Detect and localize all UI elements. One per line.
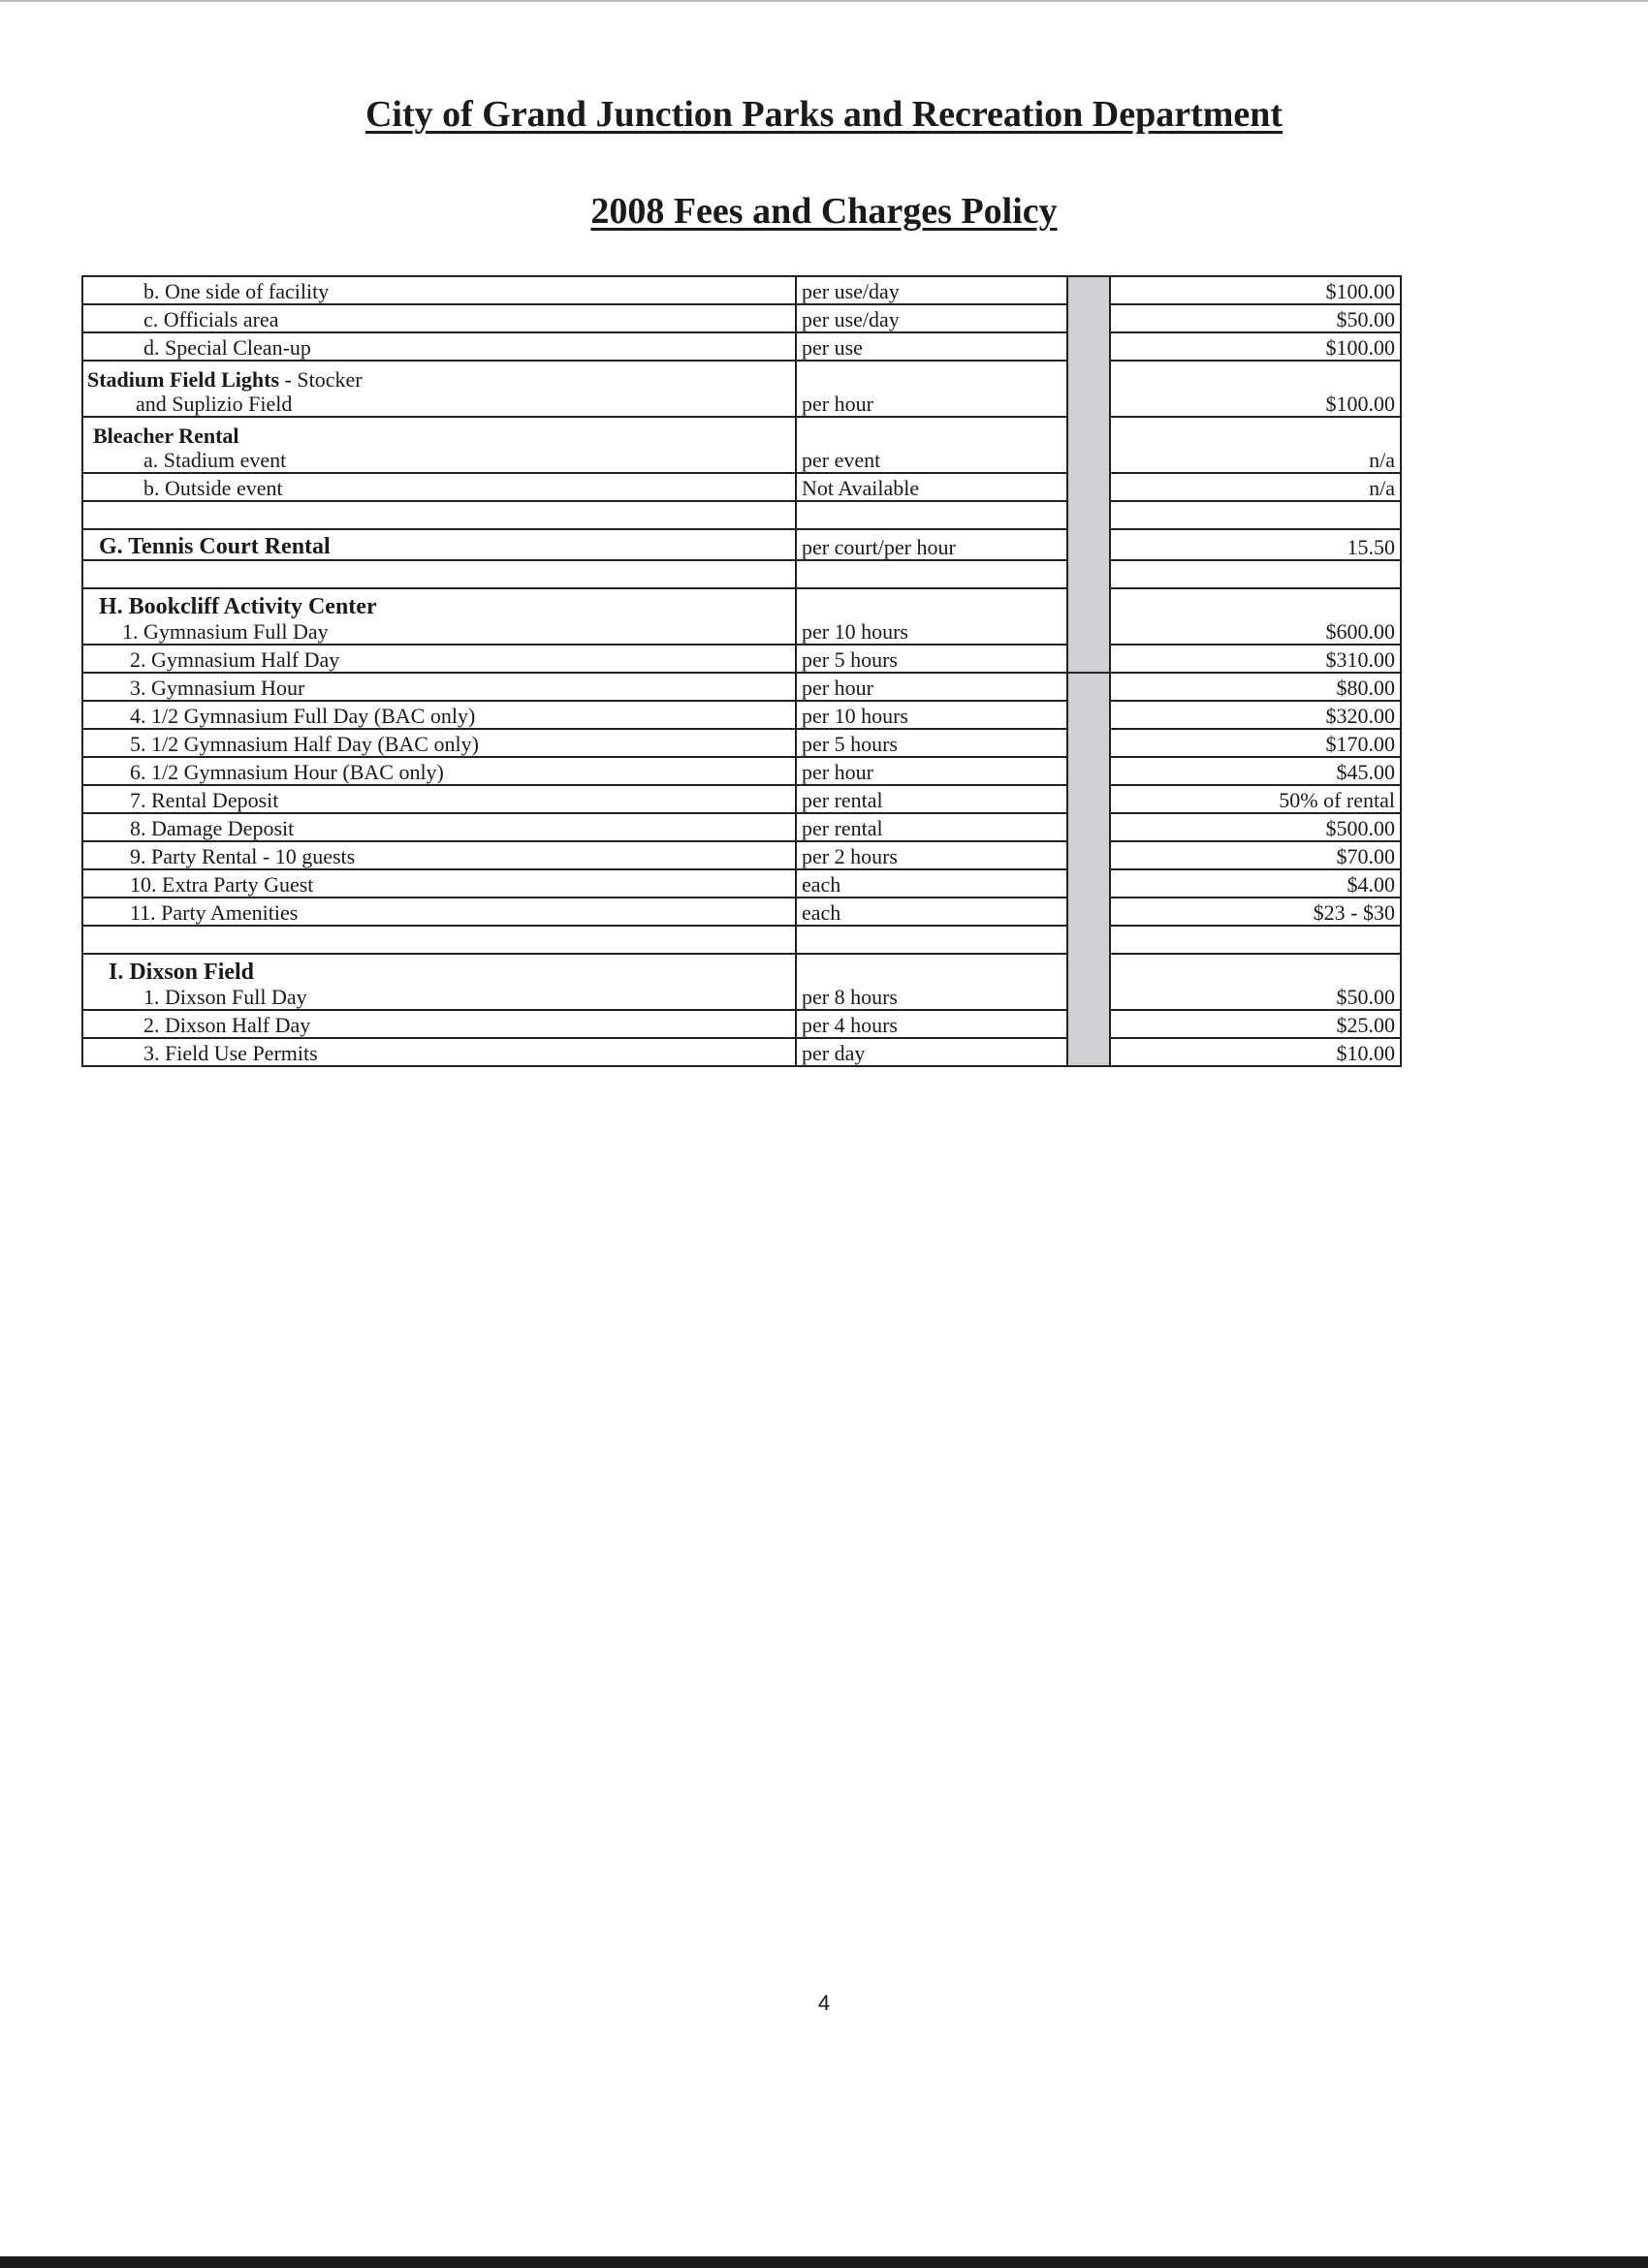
fee-cell: $10.00 — [1110, 1038, 1401, 1066]
item-cell: 10. Extra Party Guest — [82, 869, 796, 898]
fee-cell: $500.00 — [1110, 813, 1401, 841]
table-row — [82, 673, 1401, 701]
unit-cell: per hour — [796, 361, 1067, 417]
fee-cell: $310.00 — [1110, 645, 1401, 673]
spacer-row — [82, 926, 1401, 954]
item-cell — [82, 954, 796, 1010]
page-title — [0, 93, 1648, 136]
unit-cell: per rental — [796, 813, 1067, 841]
item-cell: 3. Gymnasium Hour — [82, 673, 796, 701]
item-cell: 11. Party Amenities — [82, 898, 796, 926]
table-row — [82, 645, 1401, 673]
item-line2: a. Stadium event — [143, 448, 287, 472]
fee-cell: n/a — [1110, 473, 1401, 501]
spacer-row — [82, 560, 1401, 588]
table-row — [82, 529, 1401, 560]
item-cell: b. Outside event — [82, 473, 796, 501]
section-heading: H. Bookcliff Activity Center — [99, 594, 377, 619]
page-subtitle — [0, 190, 1648, 233]
spacer-row — [82, 501, 1401, 529]
scan-top-edge — [0, 0, 1648, 2]
table-row — [82, 954, 1401, 1010]
item-heading: Stadium Field Lights — [87, 367, 280, 392]
fee-cell: $4.00 — [1110, 869, 1401, 898]
page-number: 4 — [817, 1991, 831, 2015]
fee-cell: $100.00 — [1110, 332, 1401, 361]
table-row — [82, 898, 1401, 926]
fee-cell: n/a — [1110, 417, 1401, 473]
fee-cell: $100.00 — [1110, 361, 1401, 417]
table-row — [82, 785, 1401, 813]
fee-cell: $100.00 — [1110, 276, 1401, 304]
unit-cell: per 2 hours — [796, 841, 1067, 869]
table-row — [82, 841, 1401, 869]
item-cell — [82, 588, 796, 645]
item-cell: 7. Rental Deposit — [82, 785, 796, 813]
item-cell: 5. 1/2 Gymnasium Half Day (BAC only) — [82, 729, 796, 757]
unit-cell: per 4 hours — [796, 1010, 1067, 1038]
fee-cell: $70.00 — [1110, 841, 1401, 869]
fee-cell: $45.00 — [1110, 757, 1401, 785]
fees-table — [81, 275, 1402, 1067]
shaded-column — [1067, 673, 1110, 1066]
page-title-text: City of Grand Junction Parks and Recreation Department — [364, 94, 1284, 135]
unit-cell: per hour — [796, 757, 1067, 785]
item-line2: and Suplizio Field — [136, 392, 293, 416]
unit-cell: per use/day — [796, 276, 1067, 304]
table-row — [82, 869, 1401, 898]
table-row — [82, 701, 1401, 729]
unit-cell: per 10 hours — [796, 701, 1067, 729]
unit-cell: Not Available — [796, 473, 1067, 501]
item-cell: 2. Gymnasium Half Day — [82, 645, 796, 673]
item-cell: 6. 1/2 Gymnasium Hour (BAC only) — [82, 757, 796, 785]
item-cell: c. Officials area — [82, 304, 796, 332]
fee-cell: $600.00 — [1110, 588, 1401, 645]
table-row — [82, 757, 1401, 785]
table-row — [82, 332, 1401, 361]
section-heading: G. Tennis Court Rental — [82, 529, 796, 560]
section-heading: I. Dixson Field — [109, 960, 255, 985]
table-row — [82, 473, 1401, 501]
fee-cell: $80.00 — [1110, 673, 1401, 701]
unit-cell: per use — [796, 332, 1067, 361]
table-row — [82, 304, 1401, 332]
item-heading-rest: - Stocker — [279, 367, 363, 392]
fee-cell: $50.00 — [1110, 304, 1401, 332]
item-cell — [82, 361, 796, 417]
fee-cell: $170.00 — [1110, 729, 1401, 757]
fee-cell: $320.00 — [1110, 701, 1401, 729]
unit-cell: per 10 hours — [796, 588, 1067, 645]
unit-cell: per court/per hour — [796, 529, 1067, 560]
scan-bottom-edge — [0, 2256, 1648, 2268]
table-row — [82, 729, 1401, 757]
unit-cell: per 5 hours — [796, 729, 1067, 757]
table-row — [82, 1038, 1401, 1066]
unit-cell: per use/day — [796, 304, 1067, 332]
table-row — [82, 813, 1401, 841]
fee-cell: $50.00 — [1110, 954, 1401, 1010]
unit-cell: each — [796, 898, 1067, 926]
item-cell: d. Special Clean-up — [82, 332, 796, 361]
item-cell: 3. Field Use Permits — [82, 1038, 796, 1066]
unit-cell: per 5 hours — [796, 645, 1067, 673]
fee-cell: $25.00 — [1110, 1010, 1401, 1038]
fee-cell: 15.50 — [1110, 529, 1401, 560]
table-row — [82, 276, 1401, 304]
shaded-column — [1067, 276, 1110, 673]
item-heading: Bleacher Rental — [93, 424, 239, 448]
table-row — [82, 361, 1401, 417]
item-line2: 1. Dixson Full Day — [143, 985, 307, 1009]
table-row — [82, 588, 1401, 645]
item-line2: 1. Gymnasium Full Day — [122, 619, 329, 644]
item-cell: 4. 1/2 Gymnasium Full Day (BAC only) — [82, 701, 796, 729]
item-cell: 9. Party Rental - 10 guests — [82, 841, 796, 869]
unit-cell: each — [796, 869, 1067, 898]
unit-cell: per day — [796, 1038, 1067, 1066]
fee-cell: $23 - $30 — [1110, 898, 1401, 926]
unit-cell: per event — [796, 417, 1067, 473]
item-cell: 8. Damage Deposit — [82, 813, 796, 841]
unit-cell: per 8 hours — [796, 954, 1067, 1010]
table-row — [82, 1010, 1401, 1038]
unit-cell: per hour — [796, 673, 1067, 701]
page-subtitle-text: 2008 Fees and Charges Policy — [590, 191, 1058, 232]
item-cell: b. One side of facility — [82, 276, 796, 304]
item-cell: 2. Dixson Half Day — [82, 1010, 796, 1038]
table-row — [82, 417, 1401, 473]
item-cell — [82, 417, 796, 473]
unit-cell: per rental — [796, 785, 1067, 813]
fee-cell: 50% of rental — [1110, 785, 1401, 813]
